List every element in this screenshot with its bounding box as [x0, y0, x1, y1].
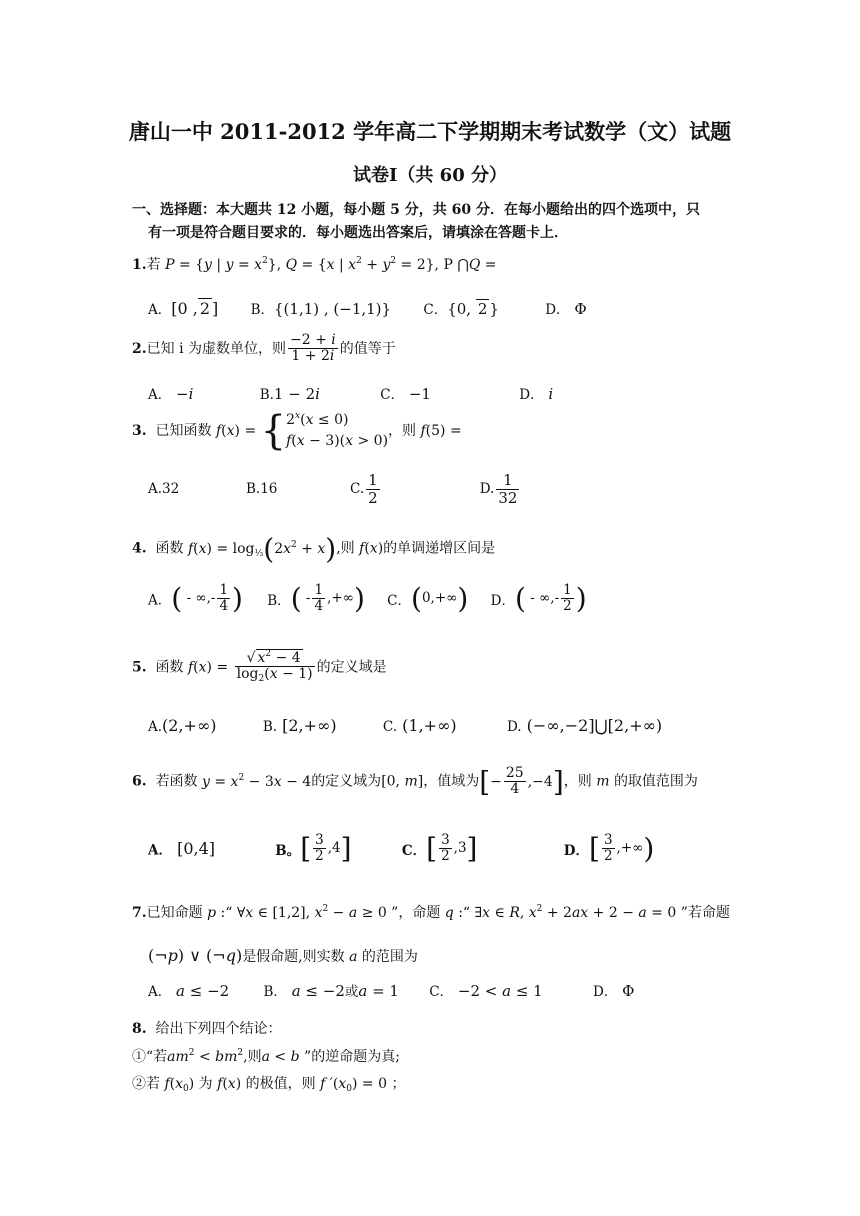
section-heading-line2: 有一项是符合题目要求的．每小题选出答案后，请填涂在答题卡上．: [148, 225, 568, 241]
question-8: 8. 给出下列四个结论：: [132, 1021, 282, 1037]
question-2: 2.已知 i 为虚数单位，则 $\frac{-2 + i}{1 + 2i}$ 的值等于: [132, 332, 396, 365]
page-subtitle: 试卷Ⅰ（共 60 分）: [352, 165, 507, 186]
q7-options: A． a ≤ −2 B． a ≤ −2或a = 1 C． −2 < a ≤ 1 D． Φ: [148, 982, 635, 1000]
question-4: 4. 函数 $f(x) = \log_{\frac{1}{3}}(2x^2 + x)$,则 f(x)的单调递增区间是: [132, 532, 496, 565]
question-7-line2: (¬p) ∨ (¬q)是假命题,则实数 a 的范围为: [148, 946, 418, 965]
question-6: 6. 若函数 $y = x^2 - 3x - 4$的定义域为[0, m]，值域为[− $\frac{25}{4}$ ,−4]，则 m 的取值范围为: [132, 764, 698, 798]
question-1: 1.若 P = {y | $y = x^2$}, Q = {x | $x^2 + y^2 = 2$}, P ⋂Q =: [132, 256, 497, 273]
section-heading-line1: 一、选择题：本大题共 12 小题，每小题 5 分，共 60 分．在每小题给出的四个选项中，只: [132, 202, 700, 218]
question-7: 7.已知命题 p :“ ∀x ∈ [1,2], $x^2 - a \ge 0$ ”，命题 q :“ ∃x ∈ R, $x^2 + 2ax + 2 - a = 0$ ”若命题: [132, 904, 730, 921]
q2-options: A． −i B.1 − 2i C． −1 D． i: [148, 385, 554, 403]
q6-options: A． [0,4] B。[ $\frac{3}{2}$ ,4] C．[ $\frac{3}{2}$ ,3] D．[ $\frac{3}{2}$ ,+∞): [148, 832, 655, 865]
question-8-item-2: ②若 $f(x_0)$ 为 f(x) 的极值，则 f $'(x_0) = 0$ ；: [132, 1076, 406, 1094]
page-title: 唐山一中 2011-2012 学年高二下学期期末考试数学（文）试题: [128, 119, 732, 144]
question-3: 3. 已知函数 f(x) = { $2^x(x \le 0)$ f(x − 3)(x > 0) ，则 f(5) =: [132, 408, 462, 454]
question-5: 5. 函数 f(x) = $\frac{√ x^2 - 4}{\log_2(x - 1)}$ 的定义域是: [132, 649, 387, 685]
q4-options: A．( - ∞,- $\frac{1}{4}$ ) B．( - $\frac{1}{4}$ ,+∞) C．(0,+∞) D．( - ∞,- $\frac{1}{2}$ ): [148, 582, 587, 615]
q5-options: A.(2,+∞) B. [2,+∞) C. (1,+∞) D. (−∞,−2]⋃[2,+∞): [148, 716, 663, 735]
question-8-item-1: ①“若$am^2 < bm^2$,则a < b ”的逆命题为真;: [132, 1048, 400, 1065]
q3-options: A.32 B.16 C. $\frac{1}{2}$ D. $\frac{1}{32}$: [148, 471, 518, 507]
q1-options: A．[0 , 2 ] B．{(1,1) , (−1,1)} C．{0, 2 } D． Φ: [148, 299, 587, 318]
